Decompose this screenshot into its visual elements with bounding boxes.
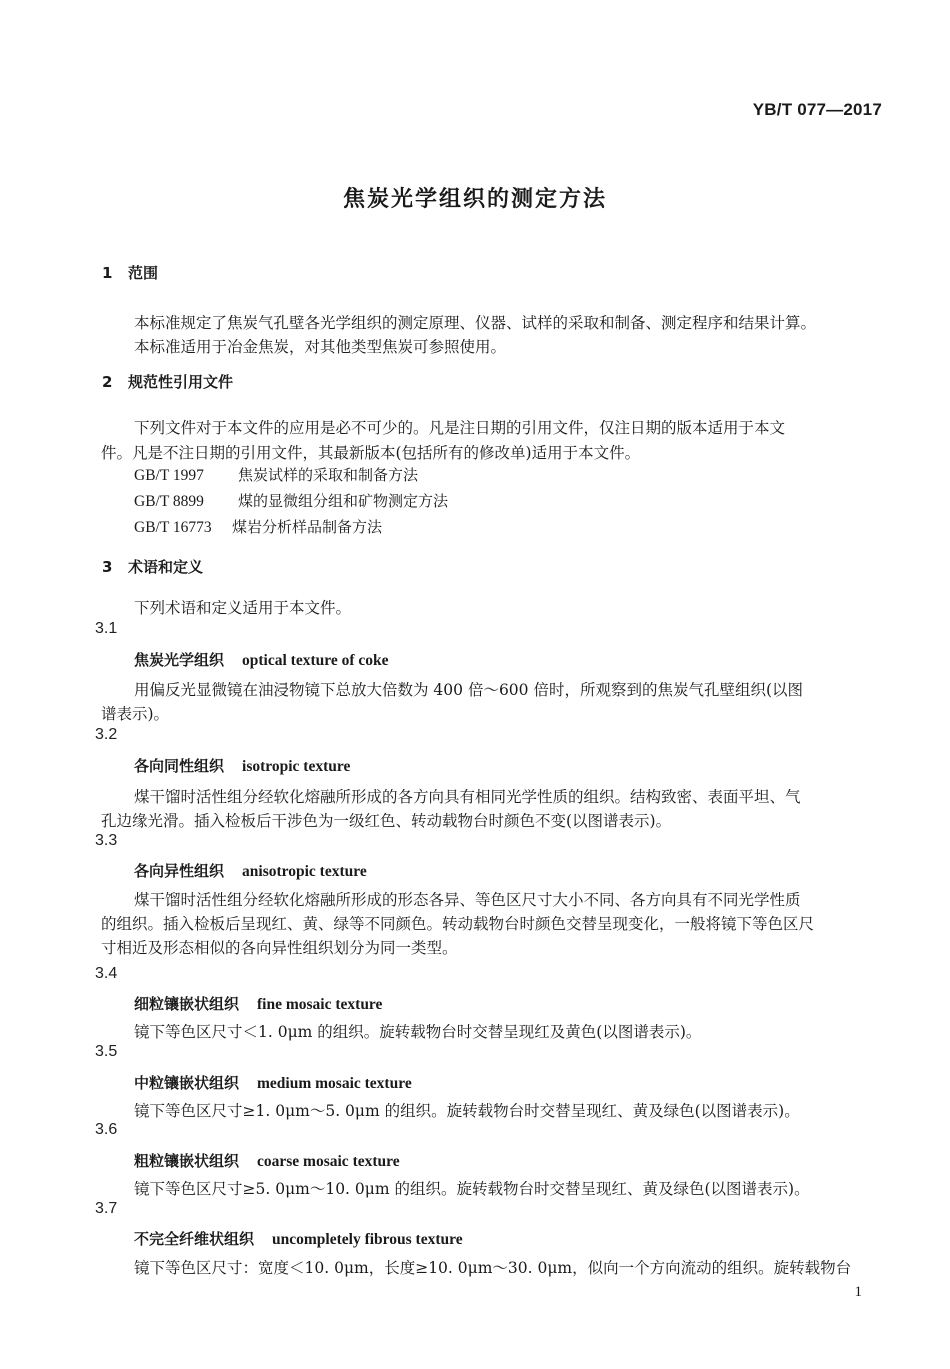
section-title: 规范性引用文件 — [128, 373, 234, 391]
term-heading — [134, 1228, 463, 1249]
definition-line: 的组织。插入检板后呈现红、黄、绿等不同颜色。转动载物台时颜色交替呈现变化，一般将镜下等色区尺 — [101, 915, 815, 933]
definition-line: 镜下等色区尺寸＜1. 0μm 的组织。旋转载物台时交替呈现红及黄色(以图谱表示)。 — [134, 1023, 702, 1041]
term-heading — [134, 1072, 412, 1093]
term-number: 3.3 — [95, 832, 118, 849]
term-english: coarse mosaic texture — [257, 1153, 400, 1170]
reference-title: 焦炭试样的采取和制备方法 — [238, 466, 419, 484]
paragraph: 下列术语和定义适用于本文件。 — [134, 599, 352, 617]
term-number: 3.7 — [95, 1200, 118, 1217]
term-english: uncompletely fibrous texture — [272, 1231, 463, 1248]
term-heading — [134, 649, 389, 670]
definition-line: 孔边缘光滑。插入检板后干涉色为一级红色、转动载物台时颜色不变(以图谱表示)。 — [101, 812, 672, 830]
reference-title: 煤岩分析样品制备方法 — [232, 518, 383, 536]
term-english: fine mosaic texture — [257, 996, 383, 1013]
term-number: 3.5 — [95, 1043, 118, 1060]
term-number: 3.1 — [95, 620, 118, 637]
page-title: 焦炭光学组织的测定方法 — [342, 187, 607, 212]
definition-line: 煤干馏时活性组分经软化熔融所形成的形态各异、等色区尺寸大小不同、各方向具有不同光学性质 — [134, 891, 801, 909]
term-english: medium mosaic texture — [257, 1075, 412, 1092]
section-number: 1 — [102, 264, 113, 282]
paragraph: 下列文件对于本文件的应用是必不可少的。凡是注日期的引用文件，仅注日期的版本适用于本文 — [134, 419, 786, 437]
section-1-heading — [102, 262, 158, 283]
term-chinese: 细粒镶嵌状组织 — [134, 995, 240, 1013]
reference-item — [134, 464, 418, 485]
definition-line: 镜下等色区尺寸≥1. 0μm～5. 0μm 的组织。旋转载物台时交替呈现红、黄及绿色(以图谱表示)。 — [134, 1102, 800, 1120]
definition-line: 镜下等色区尺寸：宽度＜10. 0μm，长度≥10. 0μm～30. 0μm，似向一个方向流动的组织。旋转载物台 — [134, 1259, 852, 1277]
term-heading — [134, 993, 382, 1014]
term-chinese: 各向异性组织 — [134, 862, 225, 880]
reference-item — [134, 516, 382, 537]
definition-line: 煤干馏时活性组分经软化熔融所形成的各方向具有相同光学性质的组织。结构致密、表面平坦、气 — [134, 788, 801, 806]
definition-line: 寸相近及形态相似的各向异性组织划分为同一类型。 — [101, 939, 458, 957]
term-heading — [134, 860, 367, 881]
term-english: optical texture of coke — [242, 652, 389, 669]
paragraph-continuation: 件。凡是不注日期的引用文件，其最新版本(包括所有的修改单)适用于本文件。 — [101, 444, 641, 462]
term-number: 3.6 — [95, 1121, 118, 1138]
paragraph: 本标准适用于冶金焦炭，对其他类型焦炭可参照使用。 — [134, 338, 507, 356]
definition-line: 镜下等色区尺寸≥5. 0μm～10. 0μm 的组织。旋转载物台时交替呈现红、黄及绿色(以图谱表示)。 — [134, 1180, 810, 1198]
term-chinese: 粗粒镶嵌状组织 — [134, 1152, 240, 1170]
term-english: isotropic texture — [242, 758, 351, 775]
section-number: 2 — [102, 373, 113, 391]
term-number: 3.4 — [95, 965, 118, 982]
term-number: 3.2 — [95, 726, 118, 743]
term-heading — [134, 1150, 400, 1171]
reference-code: GB/T 1997 — [134, 467, 204, 484]
section-title: 范围 — [128, 264, 159, 282]
reference-code: GB/T 16773 — [134, 519, 212, 536]
page-number: 1 — [854, 1284, 862, 1300]
reference-title: 煤的显微组分组和矿物测定方法 — [238, 492, 449, 510]
term-english: anisotropic texture — [242, 863, 367, 880]
section-number: 3 — [102, 558, 113, 576]
section-2-heading — [102, 371, 233, 392]
term-heading — [134, 755, 350, 776]
reference-item — [134, 490, 448, 511]
definition-line: 用偏反光显微镜在油浸物镜下总放大倍数为 400 倍～600 倍时，所观察到的焦炭气孔壁组织(以图 — [134, 681, 804, 699]
term-chinese: 中粒镶嵌状组织 — [134, 1074, 240, 1092]
section-3-heading — [102, 556, 203, 577]
term-chinese: 不完全纤维状组织 — [134, 1230, 255, 1248]
document-number: YB/T 077—2017 — [752, 100, 882, 119]
term-chinese: 各向同性组织 — [134, 757, 225, 775]
reference-code: GB/T 8899 — [134, 493, 204, 510]
term-chinese: 焦炭光学组织 — [134, 651, 225, 669]
section-title: 术语和定义 — [128, 558, 204, 576]
paragraph: 本标准规定了焦炭气孔壁各光学组织的测定原理、仪器、试样的采取和制备、测定程序和结果计算。 — [134, 314, 817, 332]
definition-line: 谱表示)。 — [101, 705, 170, 723]
